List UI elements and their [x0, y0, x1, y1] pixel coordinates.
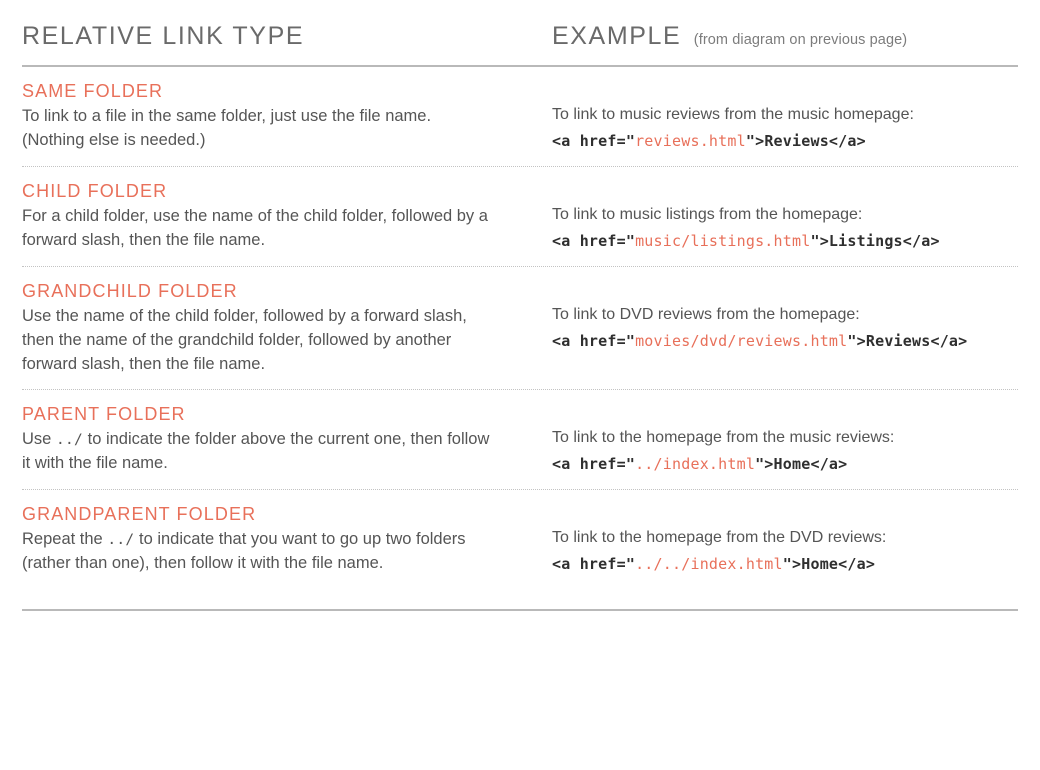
example-intro: To link to the homepage from the DVD reviews:: [552, 528, 887, 546]
row-label: CHILD FOLDER: [22, 180, 168, 201]
column-header-example-note: (from diagram on previous page): [693, 32, 908, 48]
row-example-cell: [552, 404, 1020, 477]
header-right: [552, 22, 1020, 51]
example-code: [552, 229, 1020, 254]
row-type-cell: [22, 504, 552, 577]
code-path: music/listings.html: [635, 232, 811, 251]
row-type-cell: [22, 281, 552, 377]
row-description: [22, 428, 497, 476]
row-example-cell: [552, 181, 1020, 254]
example-code: [552, 129, 1020, 154]
desc-part-1: Repeat the: [22, 529, 108, 548]
table-row: [20, 490, 1020, 589]
desc-code: ../: [107, 531, 135, 548]
code-before: <a href=": [552, 132, 636, 151]
example-code: [552, 329, 1020, 354]
desc-code: ../: [55, 431, 84, 448]
code-before: <a href=": [552, 232, 636, 251]
code-after: ">Reviews</a>: [847, 332, 968, 351]
table-row: [20, 67, 1020, 166]
row-label: GRANDCHILD FOLDER: [22, 280, 238, 301]
row-description: For a child folder, use the name of the child folder, followed by a forward slash, then the file name.: [22, 206, 488, 249]
row-example-cell: [552, 281, 1020, 377]
code-after: ">Listings</a>: [810, 232, 940, 251]
row-type-cell: [22, 181, 552, 254]
desc-part-2: to indicate the folder above the current one, then follow it with the file name.: [22, 429, 490, 472]
row-label: PARENT FOLDER: [22, 403, 186, 424]
code-after: ">Home</a>: [782, 554, 876, 573]
example-intro: To link to music reviews from the music homepage:: [552, 106, 914, 123]
header-left: [22, 22, 552, 51]
row-type-cell: [22, 404, 552, 477]
row-description: Use the name of the child folder, followed by a forward slash, then the name of the grandchild folder, followed by another forward slash, then the file name.: [22, 306, 467, 373]
code-after: ">Reviews</a>: [745, 132, 866, 151]
table-row: [20, 267, 1020, 389]
row-label: GRANDPARENT FOLDER: [22, 503, 257, 524]
desc-part-2: to indicate that you want to go up two folders (rather than one), then follow it with the file name.: [22, 529, 466, 572]
row-description: To link to a file in the same folder, just use the file name. (Nothing else is needed.): [22, 107, 432, 149]
row-description: [22, 528, 497, 576]
row-example-cell: [552, 81, 1020, 154]
code-path: ../index.html: [635, 454, 756, 473]
code-path: ../../index.html: [635, 554, 783, 573]
code-after: ">Home</a>: [755, 454, 848, 473]
row-type-cell: [22, 81, 552, 154]
code-before: <a href=": [552, 554, 636, 573]
row-example-cell: [552, 504, 1020, 577]
desc-part-1: Use: [22, 429, 56, 448]
row-label: SAME FOLDER: [22, 81, 164, 101]
example-code: [552, 452, 1020, 477]
code-path: movies/dvd/reviews.html: [635, 332, 848, 351]
footer-divider: [22, 609, 1018, 611]
code-before: <a href=": [552, 454, 636, 473]
code-before: <a href=": [552, 332, 636, 351]
example-intro: To link to the homepage from the music reviews:: [552, 428, 895, 446]
example-intro: To link to music listings from the homepage:: [552, 205, 863, 223]
table-row: [20, 167, 1020, 266]
column-header-link-type: RELATIVE LINK TYPE: [22, 22, 305, 50]
table-header: [20, 0, 1020, 51]
example-code: [552, 552, 1020, 577]
code-path: reviews.html: [635, 132, 746, 151]
table-row: [20, 390, 1020, 489]
column-header-example: EXAMPLE: [552, 22, 682, 50]
example-intro: To link to DVD reviews from the homepage:: [552, 305, 860, 323]
